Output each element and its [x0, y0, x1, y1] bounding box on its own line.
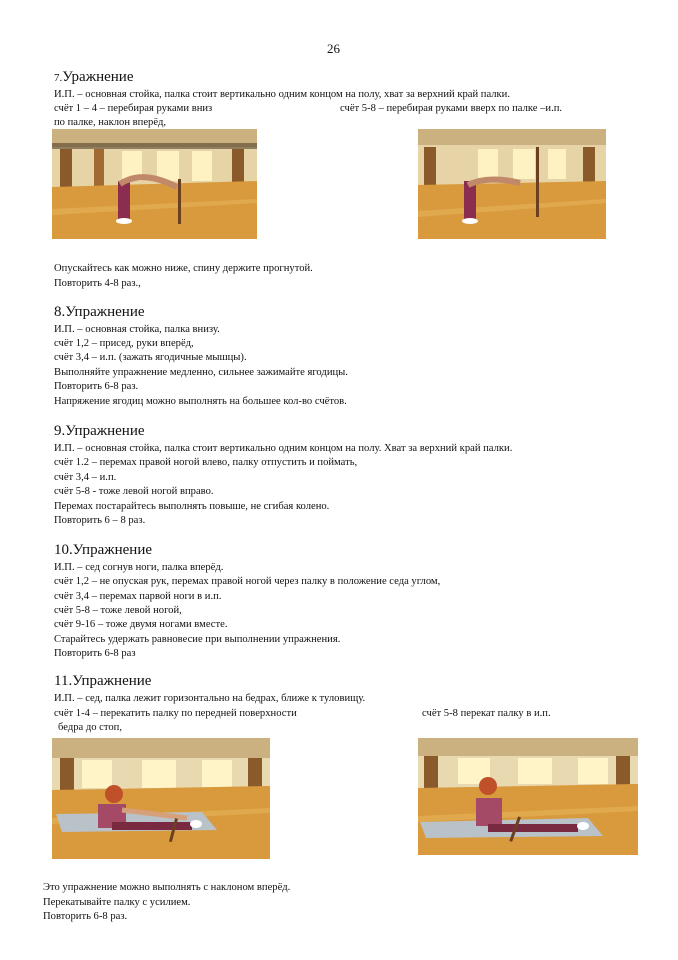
exercise-10-line: счёт 9-16 – тоже двумя ногами вместе. [54, 619, 228, 630]
photo-bend-forward-2 [418, 129, 606, 239]
exercise-11-repeat: Повторить 6-8 раз. [43, 911, 128, 922]
exercise-9-line: счёт 1.2 – перемах правой ногой влево, палку отпустить и поймать, [54, 457, 358, 468]
exercise-11-start-position: И.П. – сед, палка лежит горизонтально на бедрах, ближе к туловищу. [54, 693, 366, 704]
exercise-8-line: Напряжение ягодиц можно выполнять на большее кол-во счётов. [54, 396, 347, 407]
page-number: 26 [327, 41, 340, 56]
exercise-7-repeat: Повторить 4-8 раз., [54, 278, 141, 289]
exercise-7-count-up: счёт 5-8 – перебирая руками вверх по палке –и.п. [340, 103, 563, 114]
exercise-11-note: Это упражнение можно выполнять с наклоном вперёд. [43, 882, 291, 893]
exercise-11-note: Перекатывайте палку с усилием. [43, 897, 191, 908]
exercise-10-title: 10.Упражнение [54, 542, 152, 558]
photo-seated-roll-1 [52, 738, 270, 859]
exercise-10-line: счёт 5-8 – тоже левой ногой, [54, 605, 182, 616]
exercise-9-line: счёт 3,4 – и.п. [54, 472, 117, 483]
exercise-8-line: счёт 1,2 – присед, руки вперёд, [54, 338, 194, 349]
exercise-11-count-roll-cont: бедра до стоп, [58, 722, 122, 733]
exercise-7-number: 7. [54, 72, 63, 84]
exercise-10-line: Старайтесь удержать равновесие при выполнении упражнения. [54, 634, 341, 645]
exercise-10-line: И.П. – сед согнув ноги, палка вперёд. [54, 562, 224, 573]
exercise-8-line: Повторить 6-8 раз. [54, 381, 139, 392]
exercise-11-title: 11.Упражнение [54, 673, 152, 689]
exercise-7-start-position: И.П. – основная стойка, палка стоит вертикально одним концом на полу, хват за верхний край палки. [54, 89, 510, 100]
exercise-10-line: счёт 3,4 – перемах парвой ноги в и.п. [54, 591, 222, 602]
exercise-8-line: Выполняйте упражнение медленно, сильнее зажимайте ягодицы. [54, 367, 348, 378]
exercise-7-title: Уражнение [62, 69, 134, 85]
exercise-9-title: 9.Упражнение [54, 423, 145, 439]
exercise-8-line: И.П. – основная стойка, палка внизу. [54, 324, 220, 335]
exercise-11-count-roll: счёт 1-4 – перекатить палку по передней поверхности [54, 708, 297, 719]
exercise-9-line: Перемах постарайтесь выполнять повыше, не сгибая колено. [54, 501, 330, 512]
exercise-9-line: счёт 5-8 - тоже левой ногой вправо. [54, 486, 214, 497]
exercise-7-count-down-cont: по палке, наклон вперёд, [54, 117, 167, 128]
exercise-8-line: счёт 3,4 – и.п. (зажать ягодичные мышцы). [54, 352, 247, 363]
exercise-7-count-down: счёт 1 – 4 – перебирая руками вниз [54, 103, 213, 114]
exercise-9-line: Повторить 6 – 8 раз. [54, 515, 146, 526]
photo-seated-roll-2 [418, 738, 638, 855]
exercise-8-title: 8.Упражнение [54, 304, 145, 320]
exercise-7-heading [54, 69, 133, 86]
photo-bend-forward-1 [52, 129, 257, 239]
exercise-10-line: счёт 1,2 – не опуская рук, перемах правой ногой через палку в положение седа углом, [54, 576, 441, 587]
exercise-11-count-return: счёт 5-8 перекат палку в и.п. [422, 708, 551, 719]
exercise-10-line: Повторить 6-8 раз [54, 648, 136, 659]
exercise-9-line: И.П. – основная стойка, палка стоит вертикально одним концом на полу. Хват за верхний край палки. [54, 443, 513, 454]
exercise-7-note: Опускайтесь как можно ниже, спину держите прогнутой. [54, 263, 313, 274]
